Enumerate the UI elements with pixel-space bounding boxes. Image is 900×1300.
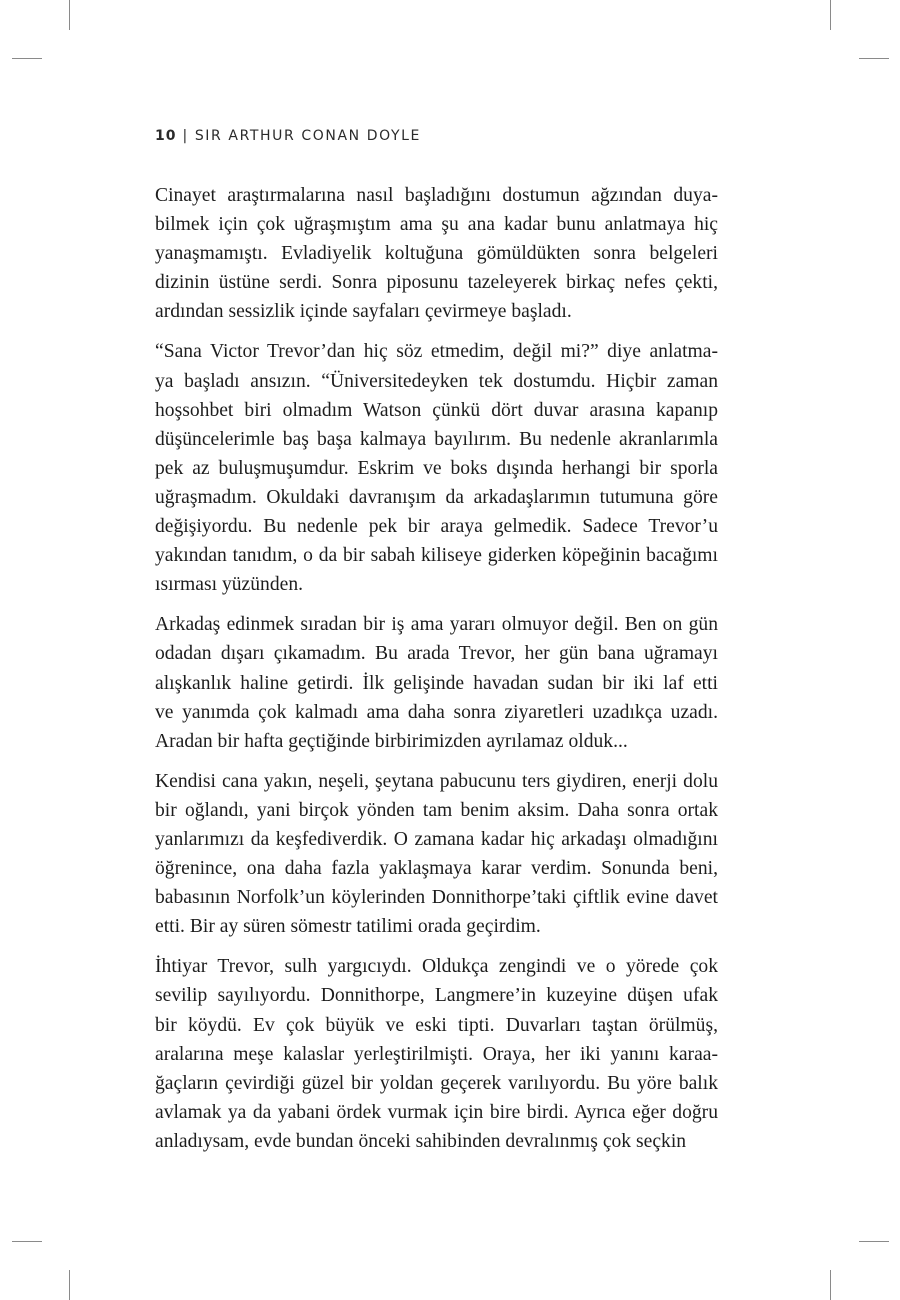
text-line: alışkanlık haline getirdi. İlk gelişinde havadan sudan bir iki laf etti [155,672,718,694]
text-line: ısırması yüzünden. [155,574,304,596]
text-line: yakından tanıdım, o da bir sabah kiliseye giderken köpeğinin bacağımı [155,545,718,567]
text-line: dizinin üstüne serdi. Sonra piposunu tazeleyerek birkaç nefes çekti, [155,272,718,294]
text-line: yanlarımızı da keşfediverdik. O zamana kadar hiç arkadaşı olmadığını [155,828,718,850]
text-line: Cinayet araştırmalarına nasıl başladığını dostumun ağzından duya- [155,185,718,206]
author-name: SIR ARTHUR CONAN DOYLE [194,128,421,144]
text-line: öğrenince, ona daha fazla yaklaşmaya karar verdim. Sonunda beni, [155,858,718,880]
text-line: bilmek için çok uğraşmıştım ama şu ana kadar bunu anlatmaya hiç [155,214,718,236]
text-line: bir oğlandı, yani birçok yönden tam benim aksim. Daha sonra ortak [155,799,718,821]
text-line: ardından sessizlik içinde sayfaları çevirmeye başladı. [155,301,572,323]
paragraph [155,181,718,326]
body-text [155,181,718,1167]
page-number: 10 [155,128,177,144]
crop-mark [12,58,42,59]
crop-mark [859,1241,889,1242]
text-line: odadan dışarı çıkamadım. Bu arada Trevor, her gün bana uğramayı [155,643,718,665]
text-line: Aradan bir hafta geçtiğinde birbirimizden ayrılamaz olduk... [155,730,628,752]
text-line: İhtiyar Trevor, sulh yargıcıydı. Oldukça zengindi ve o yörede çok [155,956,718,978]
crop-mark [830,1270,831,1300]
header-separator: | [182,128,189,144]
paragraph [155,767,718,942]
text-line: ğaçların çevirdiği güzel bir yoldan geçerek varılıyordu. Bu yöre balık [155,1072,718,1094]
text-line: hoşsohbet biri olmadım Watson çünkü dört duvar arasına kapanıp [155,399,718,421]
text-line: değişiyordu. Bu nedenle pek bir araya gelmedik. Sadece Trevor’u [155,516,718,538]
text-line: avlamak ya da yabani ördek vurmak için bire birdi. Ayrıca eğer doğru [155,1101,718,1123]
crop-mark [12,1241,42,1242]
crop-mark [830,0,831,30]
text-line: ve yanımda çok kalmadı ama daha sonra ziyaretleri uzadıkça uzadı. [155,701,718,723]
text-line: babasının Norfolk’un köylerinden Donnithorpe’taki çiftlik evine davet [155,887,718,909]
running-head [155,128,421,144]
crop-mark [69,0,70,30]
text-line: bir köydü. Ev çok büyük ve eski tipti. Duvarları taştan örülmüş, [155,1014,718,1036]
text-line: uğraşmadım. Okuldaki davranışım da arkadaşlarımın tutumuna göre [155,486,718,508]
text-line: Kendisi cana yakın, neşeli, şeytana pabucunu ters giydiren, enerji dolu [155,770,718,792]
text-line: pek az buluşmuşumdur. Eskrim ve boks dışında herhangi bir sporla [155,457,718,479]
text-line: düşüncelerimle baş başa kalmaya bayılırım. Bu nedenle akranlarımla [155,428,718,450]
text-line: sevilip sayılıyordu. Donnithorpe, Langmere’in kuzeyine düşen ufak [155,985,718,1007]
paragraph [155,952,718,1156]
text-line: etti. Bir ay süren sömestr tatilimi orada geçirdim. [155,916,541,938]
paragraph [155,337,718,599]
text-line: ya başladı ansızın. “Üniversitedeyken tek dostumdu. Hiçbir zaman [155,370,718,392]
text-line: yanaşmamıştı. Evladiyelik koltuğuna gömüldükten sonra belgeleri [155,243,718,265]
text-line: aralarına meşe kalaslar yerleştirilmişti. Oraya, her iki yanını karaa- [155,1043,718,1065]
crop-mark [69,1270,70,1300]
paragraph [155,610,718,755]
text-line: anladıysam, evde bundan önceki sahibinden devralınmış çok seçkin [155,1130,687,1152]
text-line: Arkadaş edinmek sıradan bir iş ama yararı olmuyor değil. Ben on gün [155,614,718,636]
text-line: “Sana Victor Trevor’dan hiç söz etmedim, değil mi?” diye anlatma- [155,341,718,363]
crop-mark [859,58,889,59]
